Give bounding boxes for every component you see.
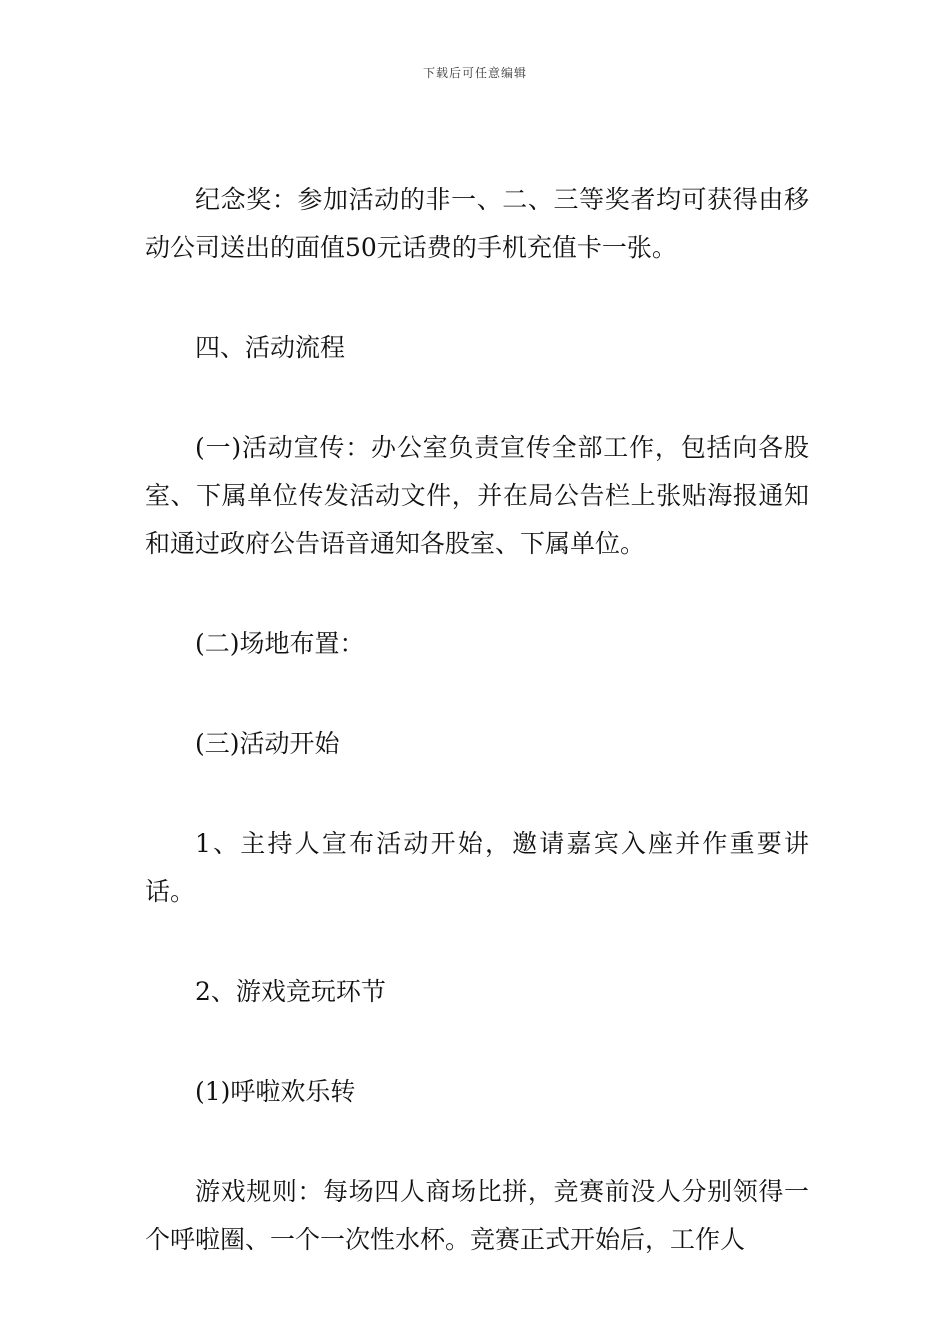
paragraph-game-rules: 游戏规则：每场四人商场比拼，竞赛前没人分别领得一个呼啦圈、一个一次性水杯。竞赛正式开始后，工作人 — [145, 1177, 809, 1254]
paragraph-souvenir-award: 纪念奖：参加活动的非一、二、三等奖者均可获得由移动公司送出的面值50元话费的手机充值卡一张。 — [145, 185, 809, 262]
paragraph-activity-start: (三)活动开始 — [195, 729, 340, 758]
section-heading-activity-process: 四、活动流程 — [195, 333, 346, 362]
paragraph-host-announce: 1、主持人宣布活动开始，邀请嘉宾入座并作重要讲话。 — [145, 829, 809, 906]
paragraph-game-section: 2、游戏竞玩环节 — [195, 977, 386, 1006]
document-body — [145, 176, 809, 1264]
paragraph-venue-setup: (二)场地布置： — [195, 629, 365, 658]
page-header: 下载后可任意编辑 — [422, 66, 527, 80]
paragraph-publicity: (一)活动宣传：办公室负责宣传全部工作，包括向各股室、下属单位传发活动文件，并在局公告栏上张贴海报通知和通过政府公告语音通知各股室、下属单位。 — [145, 433, 809, 558]
paragraph-hula-game-title: (1)呼啦欢乐转 — [195, 1077, 356, 1106]
